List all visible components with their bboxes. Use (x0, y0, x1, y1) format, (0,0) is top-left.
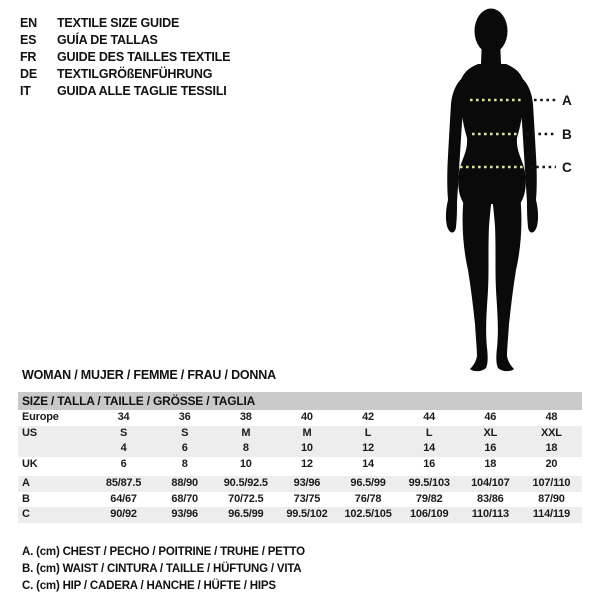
cell: 70/72.5 (228, 492, 264, 505)
cell: 83/86 (477, 492, 504, 505)
cell: 48 (545, 411, 558, 423)
row-label (18, 441, 93, 457)
cell: 18 (484, 457, 497, 470)
cell: 76/78 (354, 492, 382, 505)
cell: 106/109 (410, 508, 449, 520)
figure-right-leg (492, 194, 521, 371)
chest-label: A (562, 93, 572, 108)
row-label: UK (22, 457, 38, 470)
cell: 99.5/103 (408, 477, 450, 489)
lang-label: GUIDA ALLE TAGLIE TESSILI (57, 84, 227, 98)
cell: 73/75 (293, 492, 321, 505)
row-label: US (22, 426, 37, 439)
cell: 10 (301, 442, 313, 454)
row-label: Europe (22, 411, 59, 423)
cell: 93/96 (293, 477, 321, 489)
cell: 14 (423, 442, 436, 454)
lang-code: FR (20, 50, 37, 64)
cell: 102.5/105 (344, 508, 392, 520)
lang-row-fr (20, 49, 230, 66)
table-row-us (18, 426, 582, 442)
section-title: WOMAN / MUJER / FEMME / FRAU / DONNA (22, 368, 276, 382)
cell: 16 (484, 442, 497, 454)
cell: 40 (301, 411, 313, 423)
cell: 44 (423, 411, 436, 423)
legend-hip: C. (cm) HIP / CADERA / HANCHE / HÜFTE / HIPS (22, 580, 276, 592)
cell: 90/92 (110, 508, 137, 520)
measurement-legend (22, 544, 305, 595)
measurement-figure (430, 4, 580, 372)
language-title-block (20, 15, 230, 100)
cell: 34 (117, 411, 130, 423)
cell: L (425, 426, 433, 439)
table-row-uk (18, 457, 582, 473)
cell: 20 (545, 457, 558, 470)
cell: XXL (541, 426, 562, 439)
cell: 114/119 (532, 508, 571, 520)
cell: 8 (242, 442, 249, 454)
legend-chest: A. (cm) CHEST / PECHO / POITRINE / TRUHE / PETTO (22, 546, 305, 558)
cell: 87/90 (538, 492, 565, 505)
table-row-waist (18, 492, 582, 508)
table-row-chest (18, 476, 582, 492)
cell: 6 (120, 457, 127, 470)
lang-label: GUÍA DE TALLAS (57, 33, 158, 47)
row-label: A (22, 477, 30, 489)
lang-row-de (20, 66, 230, 83)
lang-row-en (20, 15, 230, 32)
cell: 8 (181, 457, 188, 470)
row-label: C (22, 508, 30, 520)
legend-waist: B. (cm) WAIST / CINTURA / TAILLE / HÜFTUNG / VITA (22, 563, 302, 575)
cell: S (181, 426, 189, 439)
figure-left-leg (463, 194, 492, 371)
cell: 99.5/102 (286, 508, 328, 520)
cell: 6 (181, 442, 188, 454)
cell: 38 (239, 411, 252, 423)
cell: 96.5/99 (350, 477, 386, 489)
cell: 107/110 (532, 477, 571, 489)
cell: M (241, 426, 251, 439)
lang-label: TEXTILE SIZE GUIDE (57, 16, 180, 30)
cell: M (302, 426, 312, 439)
lang-code: IT (20, 84, 31, 98)
cell: 46 (484, 411, 497, 423)
lang-row-es (20, 32, 230, 49)
cell: 104/107 (471, 477, 510, 489)
cell: XL (483, 426, 498, 439)
table-row-hip (18, 507, 582, 523)
cell: 12 (301, 457, 313, 470)
lang-row-it (20, 83, 230, 100)
cell: 36 (178, 411, 191, 423)
cell: 90.5/92.5 (223, 477, 268, 489)
woman-silhouette (446, 9, 538, 372)
cell: 10 (239, 457, 252, 470)
cell: 14 (362, 457, 374, 470)
table-row-europe (18, 410, 582, 426)
cell: S (119, 426, 128, 439)
cell: 93/96 (171, 508, 198, 520)
cell: 110/113 (471, 508, 509, 520)
cell: 12 (362, 442, 374, 454)
cell: 68/70 (171, 492, 198, 505)
waist-label: B (562, 127, 572, 142)
table-row-us-numeric (18, 441, 582, 457)
row-label: B (22, 492, 30, 505)
cell: 85/87.5 (105, 477, 142, 489)
lang-label: TEXTILGRÖßENFÜHRUNG (57, 67, 213, 81)
cell: 88/90 (171, 477, 198, 489)
cell: 18 (545, 442, 558, 454)
table-header: SIZE / TALLA / TAILLE / GRÖSSE / TAGLIA (18, 392, 582, 410)
hip-label: C (562, 160, 572, 175)
cell: 96.5/99 (228, 508, 264, 520)
cell: 4 (120, 442, 127, 454)
cell: L (364, 426, 372, 439)
cell: 16 (423, 457, 436, 470)
woman-silhouette-svg (430, 4, 580, 372)
lang-label: GUIDE DES TAILLES TEXTILE (57, 50, 231, 64)
lang-code: EN (20, 16, 37, 30)
cell: 79/82 (415, 492, 443, 505)
size-table (18, 392, 582, 523)
cell: 42 (362, 411, 374, 423)
cell: 64/67 (110, 492, 137, 505)
lang-code: ES (20, 33, 37, 47)
lang-code: DE (20, 67, 37, 81)
